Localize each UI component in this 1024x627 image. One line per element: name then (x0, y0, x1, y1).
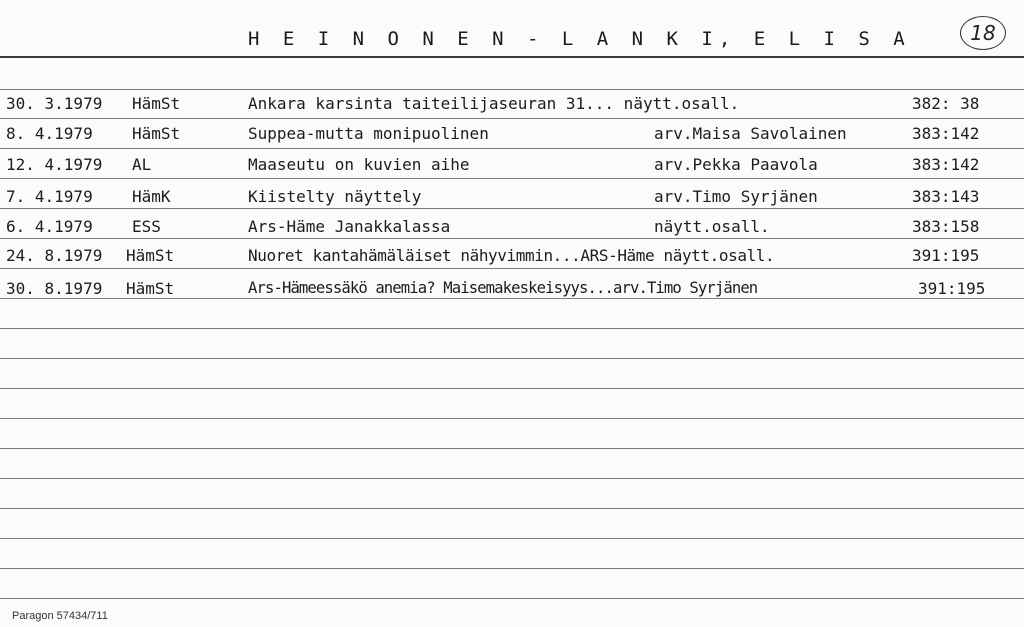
ruled-line (0, 568, 1024, 569)
entry-reference: 383:158 (912, 217, 980, 236)
ruled-line (0, 388, 1024, 389)
entry-source: HämSt (126, 279, 175, 298)
entry-title: Maaseutu on kuvien aihe (248, 155, 470, 174)
entry-date: 8. 4.1979 (6, 124, 93, 143)
entry-title: Kiistelty näyttely (248, 187, 422, 206)
entry-source: ESS (132, 217, 161, 236)
entry-date: 30. 3.1979 (6, 94, 103, 113)
entry-reference: 383:142 (912, 124, 980, 143)
entry-row (0, 94, 1024, 116)
entry-row (0, 124, 1024, 146)
entry-person: arv.Pekka Paavola (654, 155, 818, 174)
card-title: H E I N O N E N - L A N K I, E L I S A (248, 28, 911, 50)
entry-person: arv.Maisa Savolainen (654, 124, 847, 143)
ruled-line (0, 478, 1024, 479)
entry-row (0, 187, 1024, 209)
entry-date: 30. 8.1979 (6, 279, 103, 298)
entry-reference: 383:143 (912, 187, 980, 206)
header-rule (0, 56, 1024, 58)
entry-reference: 382: 38 (912, 94, 980, 113)
entry-reference: 391:195 (918, 279, 986, 298)
entry-row (0, 279, 1024, 301)
entry-date: 7. 4.1979 (6, 187, 93, 206)
ruled-line (0, 89, 1024, 90)
entry-person: näytt.osall. (654, 217, 770, 236)
entry-title: Ankara karsinta taiteilijaseuran 31... näytt.osall. (248, 94, 740, 113)
entry-date: 6. 4.1979 (6, 217, 93, 236)
ruled-line (0, 538, 1024, 539)
entry-title: Ars-Häme Janakkalassa (248, 217, 451, 236)
entry-person: arv.Timo Syrjänen (654, 187, 818, 206)
entry-reference: 391:195 (912, 246, 980, 265)
entry-title: Ars-Hämeessäkö anemia? Maisemakeskeisyys...arv.Timo Syrjänen (248, 279, 758, 297)
ruled-line (0, 268, 1024, 269)
ruled-line (0, 178, 1024, 179)
ruled-line (0, 328, 1024, 329)
entry-row (0, 217, 1024, 239)
ruled-line (0, 118, 1024, 119)
ruled-line (0, 598, 1024, 599)
ruled-line (0, 508, 1024, 509)
entry-reference: 383:142 (912, 155, 980, 174)
entry-row (0, 246, 1024, 268)
entry-title: Suppea-mutta monipuolinen (248, 124, 489, 143)
ruled-line (0, 148, 1024, 149)
card-number-circle: 18 (960, 16, 1006, 50)
entry-title: Nuoret kantahämäläiset nähyvimmin...ARS-Häme näytt.osall. (248, 246, 775, 265)
entry-source: AL (132, 155, 152, 174)
entry-source: HämK (132, 187, 171, 206)
entry-source: HämSt (126, 246, 175, 265)
entry-source: HämSt (132, 124, 181, 143)
ruled-line (0, 358, 1024, 359)
card-footer-imprint: Paragon 57434/711 (12, 610, 108, 622)
ruled-line (0, 448, 1024, 449)
entry-date: 24. 8.1979 (6, 246, 103, 265)
entry-row (0, 155, 1024, 177)
entry-source: HämSt (132, 94, 181, 113)
entry-date: 12. 4.1979 (6, 155, 103, 174)
ruled-line (0, 418, 1024, 419)
